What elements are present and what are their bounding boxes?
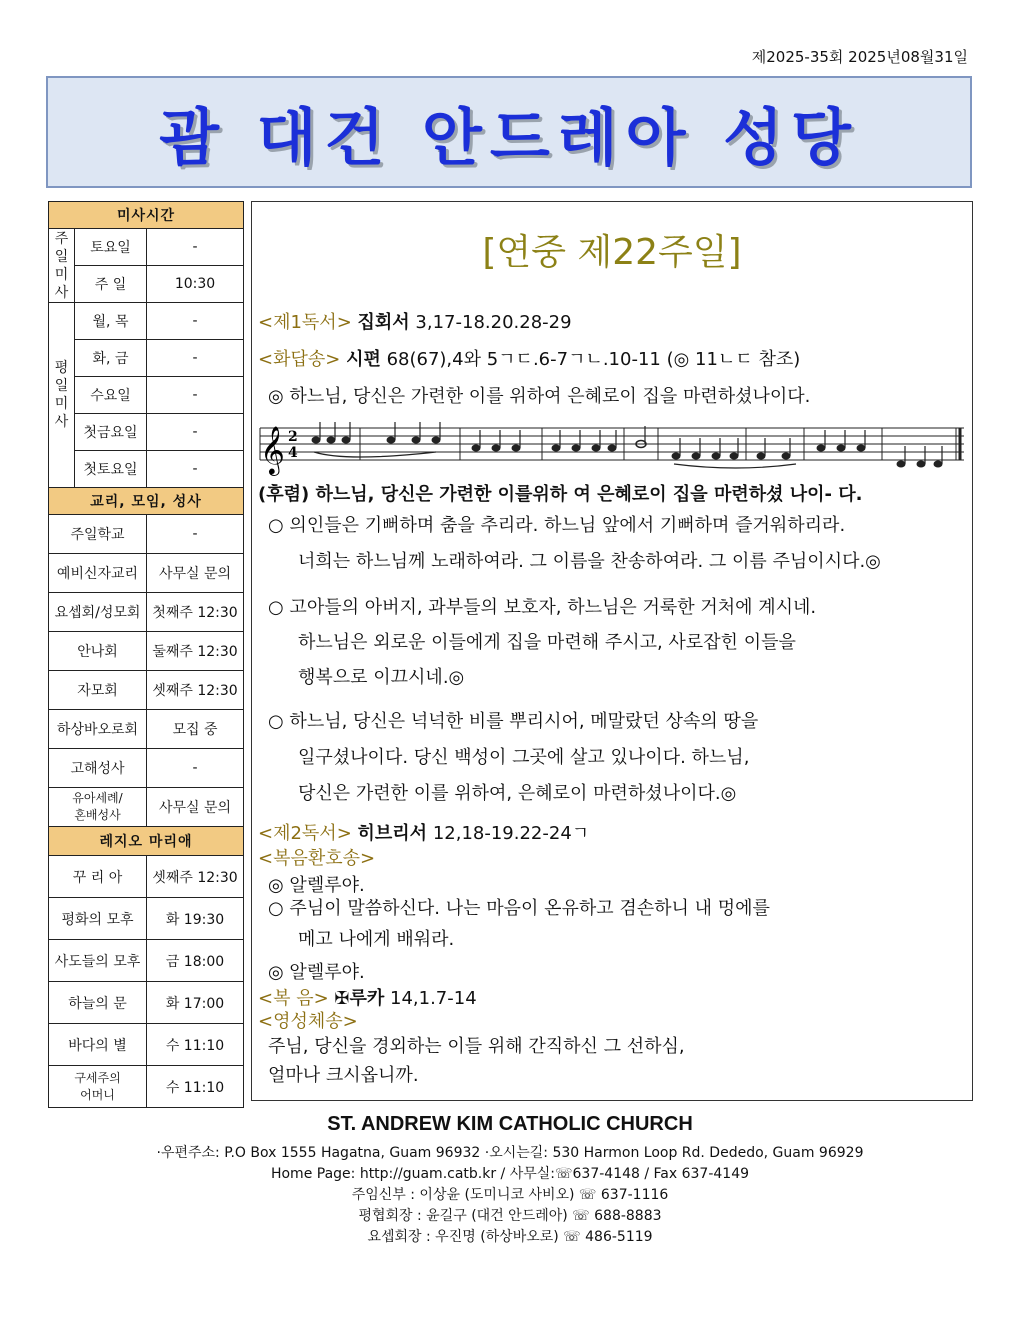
row-value: 사무실 문의 — [147, 554, 244, 593]
verse-3-line-2: 일구셨나이다. 당신 백성이 그곳에 살고 있나이다. 하느님, — [298, 747, 750, 768]
mass-header: 미사시간 — [49, 202, 244, 229]
row-value: 10:30 — [147, 266, 244, 303]
row-label: 수요일 — [75, 377, 147, 414]
row-value: - — [147, 340, 244, 377]
footer-council: 평협회장 : 윤길구 (대건 안드레아) ☏ 688-8883 — [358, 1208, 662, 1224]
row-value: 모집 중 — [147, 710, 244, 749]
row-label: 고해성사 — [49, 749, 147, 788]
infant-baptism-label: 유아세례/ 혼배성사 — [49, 788, 147, 827]
verse-3-line-3: 당신은 가련한 이를 위하여, 은혜로이 마련하셨나이다.◎ — [298, 783, 737, 804]
meeting-header: 교리, 모임, 성사 — [49, 488, 244, 515]
row-value: 사무실 문의 — [147, 788, 244, 827]
schedule-table — [48, 201, 244, 1108]
row-value: - — [147, 414, 244, 451]
row-label: 첫금요일 — [75, 414, 147, 451]
communion-line-2: 얼마나 크시옵니까. — [268, 1065, 419, 1086]
verse-2-line-3: 행복으로 이끄시네.◎ — [298, 667, 465, 688]
verse-2-line-2: 하느님은 외로운 이들에게 집을 마련해 주시고, 사로잡힌 이들을 — [298, 632, 796, 653]
row-label: 주일학교 — [49, 515, 147, 554]
footer-joseph: 요셉회장 : 우진명 (하상바오로) ☏ 486-5119 — [367, 1229, 653, 1245]
row-label: 월, 목 — [75, 303, 147, 340]
verse-2-line-1: ○ 고아들의 아버지, 과부들의 보호자, 하느님은 거룩한 거처에 계시네. — [268, 597, 817, 618]
row-label: 자모회 — [49, 671, 147, 710]
row-label: 하상바오로회 — [49, 710, 147, 749]
music-caption: (후렴) 하느님, 당신은 가련한 이를위하 여 은혜로이 집을 마련하셨 나이- 다. — [258, 484, 863, 505]
issue-date: 제2025-35회 2025년08월31일 — [751, 48, 968, 66]
treble-clef-icon: 𝄞 — [260, 425, 285, 474]
row-value: 둘째주 12:30 — [147, 632, 244, 671]
row-value: - — [147, 515, 244, 554]
footer-address: ·우편주소: P.O Box 1555 Hagatna, Guam 96932 ·오시는길: 530 Harmon Loop Rd. Dededo, Guam 96929 — [156, 1145, 864, 1161]
row-value: 셋째주 12:30 — [147, 856, 244, 898]
row-value: 셋째주 12:30 — [147, 671, 244, 710]
title-banner — [46, 76, 972, 188]
sunday-title: [연중 제22주일] — [482, 232, 742, 273]
row-label: 바다의 별 — [49, 1024, 147, 1066]
row-label: 예비신자교리 — [49, 554, 147, 593]
gospel: <복 음> ✠루카 14,1.7-14 — [258, 988, 477, 1009]
row-value: 금 18:00 — [147, 940, 244, 982]
row-value: - — [147, 377, 244, 414]
row-label: 화, 금 — [75, 340, 147, 377]
row-label: 요셉회/성모회 — [49, 593, 147, 632]
row-label: 사도들의 모후 — [49, 940, 147, 982]
liturgy-panel — [251, 201, 973, 1101]
footer-contact: Home Page: http://guam.catb.kr / 사무실:☏637-4148 / Fax 637-4149 — [270, 1166, 750, 1182]
row-value: - — [147, 451, 244, 488]
row-label: 주 일 — [75, 266, 147, 303]
row-value: - — [147, 229, 244, 266]
row-value: 화 19:30 — [147, 898, 244, 940]
row-label: 첫토요일 — [75, 451, 147, 488]
legio-header: 레지오 마리애 — [49, 827, 244, 856]
row-value: - — [147, 303, 244, 340]
row-label: 안나회 — [49, 632, 147, 671]
row-value: 첫째주 12:30 — [147, 593, 244, 632]
row-value: 수 11:10 — [147, 1024, 244, 1066]
footer-pastor: 주임신부 : 이상윤 (도미니코 사비오) ☏ 637-1116 — [351, 1187, 669, 1203]
row-label: 꾸 리 아 — [49, 856, 147, 898]
row-label: 하늘의 문 — [49, 982, 147, 1024]
verse-1-line-2: 너희는 하느님께 노래하여라. 그 이름을 찬송하여라. 그 이름 주님이시다.◎ — [298, 551, 881, 572]
communion-label: <영성체송> — [258, 1011, 358, 1032]
row-value: - — [147, 749, 244, 788]
time-sig-top: 2 — [288, 429, 298, 445]
psalm-response: ◎ 하느님, 당신은 가련한 이를 위하여 은혜로이 집을 마련하셨나이다. — [268, 386, 811, 407]
row-value: 수 11:10 — [147, 1066, 244, 1108]
verse-1-line-1: ○ 의인들은 기뻐하며 춤을 추리라. 하느님 앞에서 기뻐하며 즐거워하리라. — [268, 515, 846, 536]
alleluia-end: ◎ 알렐루야. — [268, 962, 365, 983]
footer-title: ST. ANDREW KIM CATHOLIC CHURCH — [327, 1113, 693, 1135]
alleluia-label: <복음환호송> — [258, 848, 376, 869]
legio-last-label: 구세주의 어머니 — [49, 1066, 147, 1108]
alleluia-verse-1: ○ 주님이 말씀하신다. 나는 마음이 온유하고 겸손하니 내 멍에를 — [268, 898, 770, 919]
row-label: 평화의 모후 — [49, 898, 147, 940]
row-value: 화 17:00 — [147, 982, 244, 1024]
communion-line-1: 주님, 당신을 경외하는 이들 위해 간직하신 그 선하심, — [268, 1036, 685, 1057]
church-name: 괌 대건 안드레아 성당 — [159, 100, 859, 174]
first-reading: <제1독서> 집회서 3,17-18.20.28-29 — [258, 312, 572, 333]
second-reading: <제2독서> 히브리서 12,18-19.22-24ㄱ — [258, 823, 590, 844]
sunday-mass-group: 주 일 미 사 — [49, 229, 75, 303]
alleluia: ◎ 알렐루야. — [268, 875, 365, 896]
time-sig-bottom: 4 — [288, 445, 298, 461]
weekday-mass-group: 평 일 미 사 — [49, 303, 75, 488]
music-score — [256, 412, 968, 478]
verse-3-line-1: ○ 하느님, 당신은 넉넉한 비를 뿌리시어, 메말랐던 상속의 땅을 — [268, 711, 759, 732]
row-label: 토요일 — [75, 229, 147, 266]
alleluia-verse-2: 메고 나에게 배워라. — [298, 929, 455, 950]
psalm: <화답송> 시편 68(67),4와 5ㄱㄷ.6-7ㄱㄴ.10-11 (◎ 11ㄴㄷ 참조) — [258, 349, 801, 370]
